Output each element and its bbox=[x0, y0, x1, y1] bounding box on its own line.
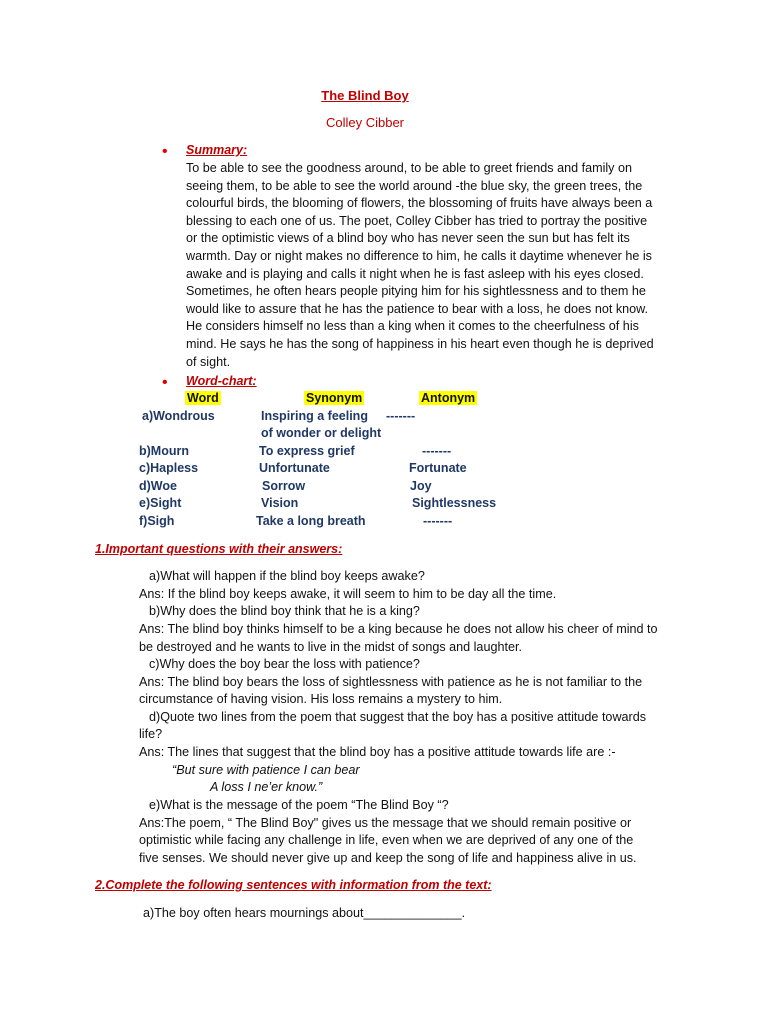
answer-line: five senses. We should never give up and keep the song of life and happiness alive in us. bbox=[139, 851, 637, 865]
wordchart-heading: Word-chart: bbox=[186, 374, 257, 388]
antonym-cell: ------- bbox=[423, 514, 453, 528]
column-header-synonym: Synonym bbox=[306, 391, 363, 405]
column-header-word: Word bbox=[187, 391, 219, 405]
bullet-icon: • bbox=[162, 143, 168, 160]
answer-line: circumstance of having vision. His loss remains a mystery to him. bbox=[139, 692, 503, 706]
wordchart-bullet bbox=[162, 374, 168, 392]
word-cell: c)Hapless bbox=[139, 461, 199, 475]
answer-line: Ans: The lines that suggest that the blind boy has a positive attitude towards life are :- bbox=[139, 745, 616, 759]
antonym-cell: ------- bbox=[422, 444, 452, 458]
answer-line: Ans:The poem, “ The Blind Boy" gives us the message that we should remain positive or bbox=[139, 816, 632, 830]
column-header-antonym: Antonym bbox=[421, 391, 476, 405]
synonym-cell: Unfortunate bbox=[259, 461, 330, 475]
summary-line: blessing to each one of us. The poet, Colley Cibber has tried to portray the positive bbox=[186, 213, 648, 228]
antonym-cell: Fortunate bbox=[409, 461, 467, 475]
page-title: The Blind Boy bbox=[321, 88, 409, 103]
summary-line: colourful birds, the blooming of flowers, the blossoming of fruits have always been a bbox=[186, 196, 653, 211]
fill-blank-line: a)The boy often hears mournings about______________. bbox=[143, 906, 466, 920]
question-line: c)Why does the boy bear the loss with patience? bbox=[149, 657, 420, 671]
word-cell: f)Sigh bbox=[139, 514, 175, 528]
summary-line: awake and is playing and calls it night when he is fast asleep with his eyes closed. bbox=[186, 266, 644, 281]
answer-line: Ans: The blind boy thinks himself to be a king because he does not allow his cheer of mind to bbox=[139, 622, 658, 636]
bullet-icon: • bbox=[162, 374, 168, 391]
synonym-cell: Inspiring a feeling bbox=[261, 409, 368, 423]
answer-line: be destroyed and he wants to live in the midst of songs and laughter. bbox=[139, 640, 522, 654]
summary-line: or the optimistic views of a blind boy who has never seen the sun but has felt its bbox=[186, 231, 630, 246]
poem-quote-line: “But sure with patience I can bear bbox=[172, 763, 360, 777]
summary-bullet bbox=[162, 143, 168, 161]
word-cell: d)Woe bbox=[139, 479, 177, 493]
question-line: a)What will happen if the blind boy keeps awake? bbox=[149, 569, 425, 583]
questions-heading: 1.Important questions with their answers: bbox=[95, 542, 343, 556]
synonym-cell: Take a long breath bbox=[256, 514, 366, 528]
answer-line: optimistic while facing any challenge in life, even when we are deprived of any one of the bbox=[139, 833, 634, 847]
answer-line: Ans: The blind boy bears the loss of sightlessness with patience as he is not familiar to the bbox=[139, 675, 643, 689]
poem-quote-line: A loss I ne’er know.” bbox=[210, 780, 323, 794]
antonym-cell: Sightlessness bbox=[412, 496, 497, 510]
summary-line: would like to assure that he has the patience to bear with a loss, he does not know. bbox=[186, 301, 649, 316]
antonym-cell: Joy bbox=[410, 479, 432, 493]
synonym-cell: Sorrow bbox=[262, 479, 306, 493]
complete-heading: 2.Complete the following sentences with information from the text: bbox=[95, 878, 492, 892]
summary-paragraph bbox=[186, 160, 686, 371]
summary-line: seeing them, to be able to see the world around -the blue sky, the green trees, the bbox=[186, 178, 643, 193]
question-line: b)Why does the blind boy think that he is a king? bbox=[149, 604, 420, 618]
antonym-cell: ------- bbox=[386, 409, 416, 423]
question-line: e)What is the message of the poem “The Blind Boy “? bbox=[149, 798, 449, 812]
word-cell: e)Sight bbox=[139, 496, 182, 510]
summary-line: Sometimes, he often hears people pitying him for his sightlessness and to them he bbox=[186, 284, 646, 299]
word-cell: a)Wondrous bbox=[142, 409, 215, 423]
summary-heading: Summary: bbox=[186, 143, 248, 157]
word-cell: b)Mourn bbox=[139, 444, 189, 458]
synonym-cell: Vision bbox=[261, 496, 299, 510]
synonym-cell-continued: of wonder or delight bbox=[261, 426, 382, 440]
summary-line: warmth. Day or night makes no difference to him, he calls it daytime whenever he is bbox=[186, 248, 652, 263]
summary-line: of sight. bbox=[186, 354, 231, 369]
question-line: life? bbox=[139, 727, 163, 741]
synonym-cell: To express grief bbox=[259, 444, 355, 458]
author-name: Colley Cibber bbox=[325, 115, 405, 130]
answer-line: Ans: If the blind boy keeps awake, it will seem to him to be day all the time. bbox=[139, 587, 557, 601]
summary-line: To be able to see the goodness around, to be able to greet friends and family on bbox=[186, 161, 632, 175]
question-line: d)Quote two lines from the poem that suggest that the boy has a positive attitude towards bbox=[149, 710, 647, 724]
summary-line: He considers himself no less than a king when it comes to the cheerfulness of his bbox=[186, 319, 639, 334]
summary-line: mind. He says he has the song of happiness in his heart even though he is deprived bbox=[186, 336, 654, 351]
